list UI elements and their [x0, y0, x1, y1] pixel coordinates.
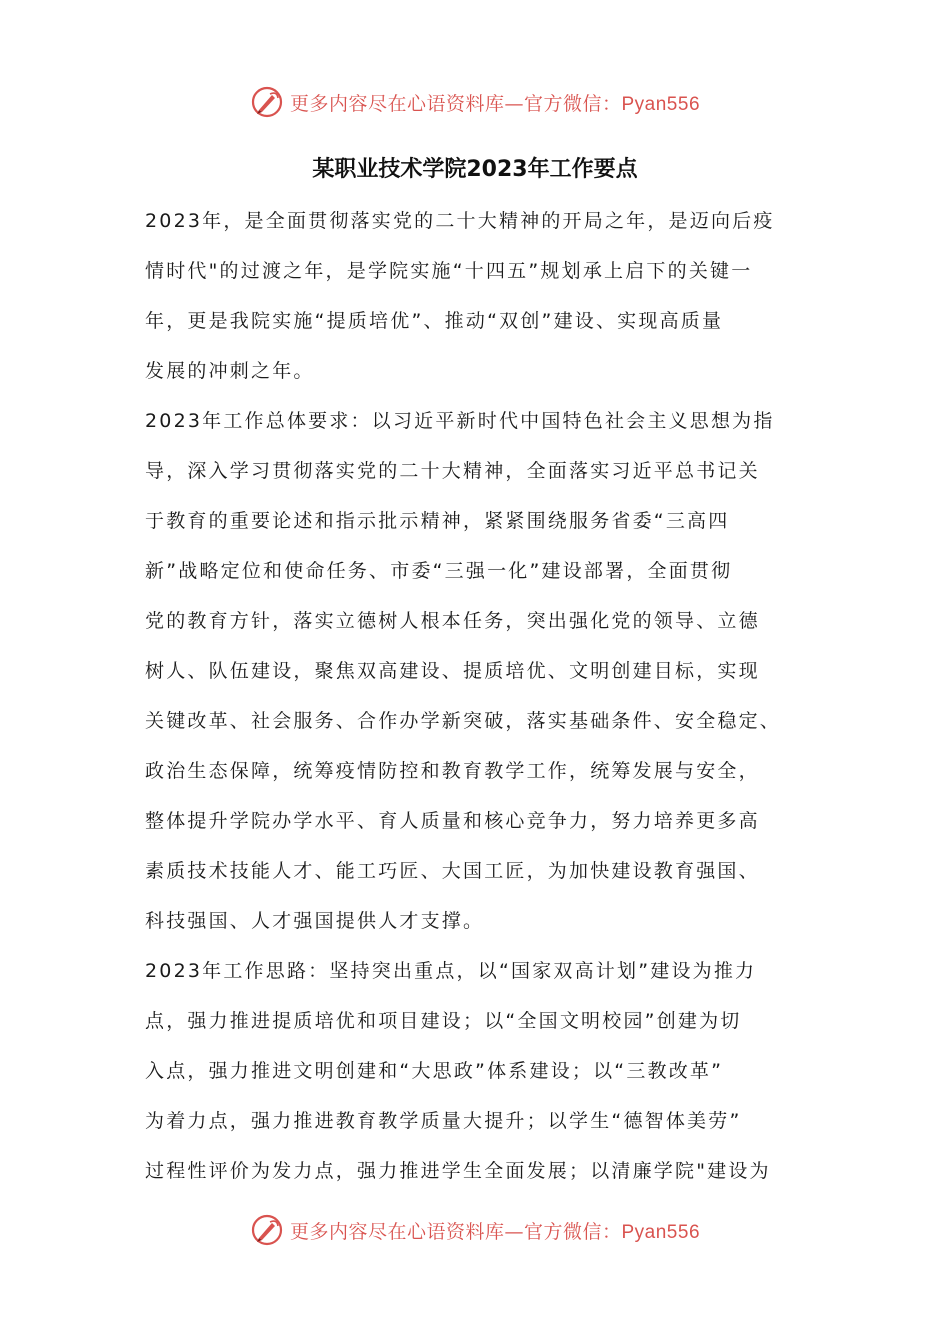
text-line: 2023年工作总体要求：以习近平新时代中国特色社会主义思想为指 [145, 410, 775, 432]
text-line: 素质技术技能人才、能工巧匠、大国工匠，为加快建设教育强国、 [145, 860, 760, 882]
paragraph-overall-requirements [145, 396, 813, 946]
paragraph-intro [145, 196, 813, 396]
text-line: 点，强力推进提质培优和项目建设；以“全国文明校园”创建为切 [145, 1010, 742, 1032]
text-line: 整体提升学院办学水平、育人质量和核心竞争力，努力培养更多高 [145, 810, 760, 832]
watermark-wechat-id: Pyan556 [621, 93, 701, 115]
watermark-slogan: 更多内容尽在心语资料库—官方微信： [289, 92, 622, 115]
text-line: 关键改革、社会服务、合作办学新突破，落实基础条件、安全稳定、 [145, 710, 782, 732]
watermark-banner-bottom [0, 1208, 950, 1252]
text-line: 导，深入学习贯彻落实党的二十大精神，全面落实习近平总书记关 [145, 460, 760, 482]
text-line: 2023年，是全面贯彻落实党的二十大精神的开局之年，是迈向后疫 [145, 210, 775, 232]
text-line: 树人、队伍建设，聚焦双高建设、提质培优、文明创建目标，实现 [145, 660, 760, 682]
text-line: 过程性评价为发力点，强力推进学生全面发展；以清廉学院"建设为 [145, 1160, 771, 1182]
text-line: 入点，强力推进文明创建和“大思政”体系建设；以“三教改革” [145, 1060, 724, 1082]
text-line: 党的教育方针，落实立德树人根本任务，突出强化党的领导、立德 [145, 610, 760, 632]
text-line: 新”战略定位和使命任务、市委“三强一化”建设部署，全面贯彻 [145, 560, 733, 582]
text-line: 于教育的重要论述和指示批示精神，紧紧围绕服务省委“三高四 [145, 510, 730, 532]
pen-logo-icon [250, 1213, 284, 1247]
pen-logo-icon [250, 85, 284, 119]
document-title: 某职业技术学院2023年工作要点 [312, 157, 638, 182]
watermark-wechat-id: Pyan556 [621, 1221, 701, 1243]
watermark-slogan: 更多内容尽在心语资料库—官方微信： [289, 1220, 622, 1243]
text-line: 情时代"的过渡之年，是学院实施“十四五”规划承上启下的关键一 [145, 260, 753, 282]
text-line: 为着力点，强力推进教育教学质量大提升；以学生“德智体美劳” [145, 1110, 742, 1132]
text-line: 发展的冲刺之年。 [145, 360, 315, 382]
paragraph-work-approach [145, 946, 813, 1196]
document-body [145, 196, 813, 1196]
text-line: 政治生态保障，统筹疫情防控和教育教学工作，统筹发展与安全， [145, 760, 760, 782]
text-line: 2023年工作思路：坚持突出重点，以“国家双高计划”建设为推力 [145, 960, 757, 982]
watermark-text [290, 89, 700, 116]
watermark-text [290, 1217, 700, 1244]
text-line: 年，更是我院实施“提质培优”、推动“双创”建设、实现高质量 [145, 310, 724, 332]
text-line: 科技强国、人才强国提供人才支撑。 [145, 910, 485, 932]
watermark-banner-top [0, 80, 950, 124]
